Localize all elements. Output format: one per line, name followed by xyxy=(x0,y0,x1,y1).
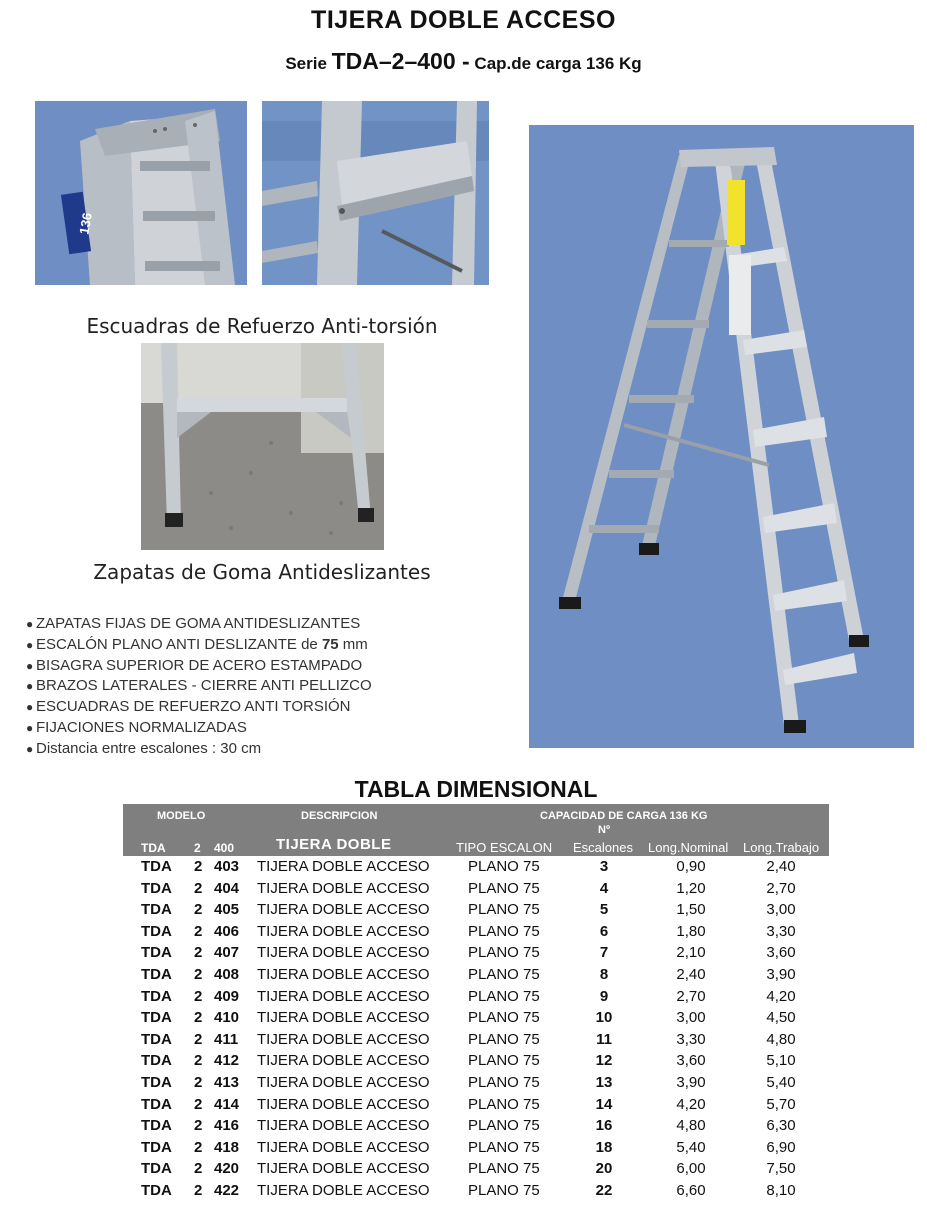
cell-escalones: 8 xyxy=(599,965,609,983)
cell-escalones: 22 xyxy=(595,1181,613,1199)
table-row xyxy=(123,856,829,878)
cell-tipo-escalon: PLANO 75 xyxy=(468,987,540,1005)
cell-long-nominal: 1,50 xyxy=(676,901,706,919)
cell-escalones: 10 xyxy=(595,1009,613,1027)
table-title: TABLA DIMENSIONAL xyxy=(354,776,598,802)
cell-escalones: 12 xyxy=(595,1052,613,1070)
cell-long-nominal: 5,40 xyxy=(676,1138,706,1156)
cell-long-trabajo: 3,60 xyxy=(766,944,796,962)
cell-serie: TDA xyxy=(141,1095,172,1113)
cell-long-trabajo: 5,40 xyxy=(766,1073,796,1091)
cell-tipo-escalon: PLANO 75 xyxy=(468,1052,540,1070)
feature-item: ● ESCUADRAS DE REFUERZO ANTI TORSIÓN xyxy=(26,697,506,718)
table-row xyxy=(123,964,829,986)
cell-modelo: 411 xyxy=(214,1030,239,1048)
cell-long-nominal: 1,20 xyxy=(676,879,706,897)
feature-item: ● BRAZOS LATERALES - CIERRE ANTI PELLIZCO xyxy=(26,676,506,697)
cell-serie: TDA xyxy=(141,901,172,919)
cell-tipo-escalon: PLANO 75 xyxy=(468,1117,540,1135)
cell-tipo-escalon: PLANO 75 xyxy=(468,1073,540,1091)
cell-serie: TDA xyxy=(141,944,172,962)
cell-grupo: 2 xyxy=(194,1009,203,1027)
photo-ladder-top xyxy=(35,101,247,285)
header-modelo: MODELO xyxy=(157,810,206,822)
cell-modelo: 416 xyxy=(214,1117,240,1135)
cell-serie: TDA xyxy=(141,1052,172,1070)
cell-escalones: 7 xyxy=(599,944,609,962)
cell-modelo: 407 xyxy=(214,944,240,962)
cell-descripcion: TIJERA DOBLE ACCESO xyxy=(257,922,430,940)
cell-grupo: 2 xyxy=(194,1181,203,1199)
bullet-icon: ● xyxy=(26,658,34,673)
cell-escalones: 9 xyxy=(599,987,609,1005)
cell-long-nominal: 2,10 xyxy=(676,944,706,962)
capacity-label-136: 136 xyxy=(76,211,95,236)
serie-prefix: Serie xyxy=(285,54,332,73)
cell-grupo: 2 xyxy=(194,879,203,897)
cell-tipo-escalon: PLANO 75 xyxy=(468,1181,540,1199)
cell-descripcion: TIJERA DOBLE ACCESO xyxy=(257,944,430,962)
cell-modelo: 420 xyxy=(214,1160,240,1178)
cell-grupo: 2 xyxy=(194,987,203,1005)
cell-escalones: 6 xyxy=(599,922,609,940)
caption-escuadras: Escuadras de Refuerzo Anti-torsión xyxy=(86,314,438,338)
bullet-icon: ● xyxy=(26,700,34,715)
cell-descripcion: TIJERA DOBLE ACCESO xyxy=(257,1052,430,1070)
table-row xyxy=(123,1158,829,1180)
table-row xyxy=(123,899,829,921)
table-row xyxy=(123,986,829,1008)
cell-escalones: 16 xyxy=(595,1117,613,1135)
cell-long-nominal: 0,90 xyxy=(676,858,706,875)
cell-tipo-escalon: PLANO 75 xyxy=(468,1030,540,1048)
cell-long-trabajo: 2,70 xyxy=(766,879,796,897)
cell-long-nominal: 3,00 xyxy=(676,1009,706,1027)
cell-modelo: 409 xyxy=(214,987,240,1005)
cell-descripcion: TIJERA DOBLE ACCESO xyxy=(257,1030,430,1048)
cell-descripcion: TIJERA DOBLE ACCESO xyxy=(257,1117,430,1135)
bullet-icon: ● xyxy=(26,617,34,631)
cell-escalones: 5 xyxy=(599,901,609,919)
cell-long-trabajo: 5,70 xyxy=(766,1095,796,1113)
header-long-nominal: Long.Nominal xyxy=(648,840,729,855)
feature-item: ● ZAPATAS FIJAS DE GOMA ANTIDESLIZANTES xyxy=(26,614,506,635)
table-row xyxy=(123,1094,829,1116)
cell-escalones: 11 xyxy=(596,1030,612,1048)
cell-serie: TDA xyxy=(141,1117,172,1135)
serie-capacity: Cap.de carga 136 Kg xyxy=(469,54,642,73)
cell-modelo: 406 xyxy=(214,922,240,940)
table-row xyxy=(123,1029,829,1051)
cell-escalones: 13 xyxy=(595,1073,613,1091)
cell-descripcion: TIJERA DOBLE ACCESO xyxy=(257,858,430,875)
cell-serie: TDA xyxy=(141,987,172,1005)
cell-escalones: 14 xyxy=(595,1095,613,1113)
cell-long-trabajo: 4,80 xyxy=(766,1030,796,1048)
cell-serie: TDA xyxy=(141,1009,172,1027)
cell-escalones: 4 xyxy=(599,879,609,897)
header-escalones: Escalones xyxy=(573,840,633,855)
table-row xyxy=(123,1007,829,1029)
cell-descripcion: TIJERA DOBLE ACCESO xyxy=(257,987,430,1005)
header-tda: TDA xyxy=(141,841,166,855)
page-subtitle xyxy=(0,48,927,75)
table-row xyxy=(123,1050,829,1072)
table-body xyxy=(123,856,829,1202)
cell-grupo: 2 xyxy=(194,1117,203,1135)
cell-long-trabajo: 2,40 xyxy=(766,858,796,875)
cell-long-nominal: 6,00 xyxy=(676,1160,706,1178)
cell-long-nominal: 3,60 xyxy=(676,1052,706,1070)
cell-modelo: 413 xyxy=(214,1073,240,1091)
cell-long-nominal: 2,40 xyxy=(676,965,706,983)
cell-modelo: 403 xyxy=(214,858,240,875)
cell-descripcion: TIJERA DOBLE ACCESO xyxy=(257,1009,430,1027)
table-row xyxy=(123,878,829,900)
header-400: 400 xyxy=(214,841,235,855)
cell-tipo-escalon: PLANO 75 xyxy=(468,965,540,983)
cell-modelo: 410 xyxy=(214,1009,240,1027)
cell-descripcion: TIJERA DOBLE ACCESO xyxy=(257,1181,430,1199)
cell-grupo: 2 xyxy=(194,1095,203,1113)
cell-grupo: 2 xyxy=(194,1160,203,1178)
cell-long-trabajo: 3,00 xyxy=(766,901,796,919)
cell-long-nominal: 1,80 xyxy=(676,922,706,940)
cell-serie: TDA xyxy=(141,1030,172,1048)
cell-serie: TDA xyxy=(141,922,172,940)
cell-descripcion: TIJERA DOBLE ACCESO xyxy=(257,901,430,919)
photo-reinforcement xyxy=(141,343,384,550)
bullet-icon: ● xyxy=(26,679,34,694)
cell-escalones: 3 xyxy=(599,858,609,875)
feature-list xyxy=(26,614,506,760)
header-tijera-doble: TIJERA DOBLE xyxy=(276,836,392,853)
table-row xyxy=(123,1137,829,1159)
cell-modelo: 412 xyxy=(214,1052,240,1070)
cell-tipo-escalon: PLANO 75 xyxy=(468,858,540,875)
cell-serie: TDA xyxy=(141,879,172,897)
cell-grupo: 2 xyxy=(194,1030,203,1048)
cell-serie: TDA xyxy=(141,1138,172,1156)
header-2: 2 xyxy=(194,841,201,855)
cell-long-nominal: 6,60 xyxy=(676,1181,706,1199)
cell-long-trabajo: 5,10 xyxy=(766,1052,796,1070)
cell-descripcion: TIJERA DOBLE ACCESO xyxy=(257,1138,430,1156)
cell-modelo: 418 xyxy=(214,1138,240,1156)
cell-tipo-escalon: PLANO 75 xyxy=(468,944,540,962)
cell-modelo: 405 xyxy=(214,901,240,919)
cell-modelo: 414 xyxy=(214,1095,240,1113)
table-row xyxy=(123,1115,829,1137)
table-row xyxy=(123,1072,829,1094)
bullet-icon: ● xyxy=(26,637,34,652)
cell-serie: TDA xyxy=(141,1073,172,1091)
feature-item: ● BISAGRA SUPERIOR DE ACERO ESTAMPADO xyxy=(26,656,506,677)
cell-tipo-escalon: PLANO 75 xyxy=(468,1160,540,1178)
cell-long-trabajo: 3,30 xyxy=(766,922,796,940)
cell-descripcion: TIJERA DOBLE ACCESO xyxy=(257,1095,430,1113)
header-nro: Nº xyxy=(598,824,610,836)
cell-tipo-escalon: PLANO 75 xyxy=(468,922,540,940)
cell-long-trabajo: 6,30 xyxy=(766,1117,796,1135)
cell-grupo: 2 xyxy=(194,1138,203,1156)
cell-modelo: 408 xyxy=(214,965,240,983)
table-row xyxy=(123,921,829,943)
feature-item: ● FIJACIONES NORMALIZADAS xyxy=(26,718,506,739)
cell-long-nominal: 4,20 xyxy=(676,1095,706,1113)
cell-descripcion: TIJERA DOBLE ACCESO xyxy=(257,1160,430,1178)
cell-grupo: 2 xyxy=(194,1073,203,1091)
cell-serie: TDA xyxy=(141,1181,172,1199)
caption-zapatas: Zapatas de Goma Antideslizantes xyxy=(93,560,431,584)
cell-long-nominal: 3,90 xyxy=(676,1073,706,1091)
cell-grupo: 2 xyxy=(194,1052,203,1070)
cell-descripcion: TIJERA DOBLE ACCESO xyxy=(257,879,430,897)
cell-long-nominal: 4,80 xyxy=(676,1117,706,1135)
cell-long-trabajo: 8,10 xyxy=(766,1181,796,1199)
cell-tipo-escalon: PLANO 75 xyxy=(468,1009,540,1027)
photo-main-ladder xyxy=(529,125,914,748)
table-row xyxy=(123,942,829,964)
serie-code: TDA–2–400 - xyxy=(331,48,470,74)
cell-tipo-escalon: PLANO 75 xyxy=(468,1138,540,1156)
cell-escalones: 20 xyxy=(595,1160,613,1178)
bullet-icon: ● xyxy=(26,720,34,735)
cell-grupo: 2 xyxy=(194,944,203,962)
header-descripcion: DESCRIPCION xyxy=(301,810,378,822)
cell-grupo: 2 xyxy=(194,965,203,983)
cell-long-trabajo: 3,90 xyxy=(766,965,796,983)
photo-step-detail xyxy=(262,101,489,285)
bullet-icon: ● xyxy=(26,741,34,756)
cell-descripcion: TIJERA DOBLE ACCESO xyxy=(257,965,430,983)
cell-tipo-escalon: PLANO 75 xyxy=(468,879,540,897)
cell-grupo: 2 xyxy=(194,858,203,875)
feature-item: ● ESCALÓN PLANO ANTI DESLIZANTE de 75 mm xyxy=(26,635,506,656)
header-long-trabajo: Long.Trabajo xyxy=(743,840,820,855)
cell-descripcion: TIJERA DOBLE ACCESO xyxy=(257,1073,430,1091)
header-capacidad: CAPACIDAD DE CARGA 136 KG xyxy=(540,810,708,822)
cell-serie: TDA xyxy=(141,858,172,875)
header-tipo-escalon: TIPO ESCALON xyxy=(456,840,553,855)
cell-serie: TDA xyxy=(141,1160,172,1178)
cell-long-nominal: 2,70 xyxy=(676,987,706,1005)
cell-long-nominal: 3,30 xyxy=(676,1030,706,1048)
cell-grupo: 2 xyxy=(194,922,203,940)
cell-modelo: 404 xyxy=(214,879,240,897)
cell-serie: TDA xyxy=(141,965,172,983)
table-row xyxy=(123,1180,829,1202)
cell-tipo-escalon: PLANO 75 xyxy=(468,1095,540,1113)
cell-long-trabajo: 4,20 xyxy=(766,987,796,1005)
cell-modelo: 422 xyxy=(214,1181,240,1199)
cell-long-trabajo: 4,50 xyxy=(766,1009,796,1027)
cell-grupo: 2 xyxy=(194,901,203,919)
cell-long-trabajo: 7,50 xyxy=(766,1160,796,1178)
cell-escalones: 18 xyxy=(595,1138,613,1156)
dimension-table xyxy=(123,804,829,1202)
feature-item: ● Distancia entre escalones : 30 cm xyxy=(26,739,506,760)
cell-tipo-escalon: PLANO 75 xyxy=(468,901,540,919)
page-title: TIJERA DOBLE ACCESO xyxy=(311,6,616,34)
table-header xyxy=(123,804,829,856)
cell-long-trabajo: 6,90 xyxy=(766,1138,796,1156)
